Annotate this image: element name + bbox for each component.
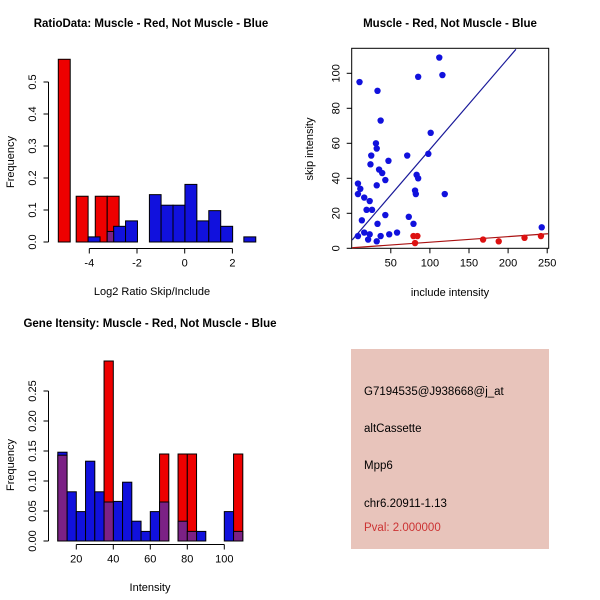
intensity-scatter-point-not_muscle_blue bbox=[374, 182, 380, 188]
intensity-scatter-y-tick-label: 100 bbox=[330, 64, 343, 83]
intensity-scatter-point-muscle_red bbox=[496, 238, 502, 244]
gene-intensity-histogram-bar-not_muscle_blue bbox=[76, 512, 85, 541]
intensity-scatter-point-not_muscle_blue bbox=[374, 145, 380, 151]
ratio-histogram-bar-not_muscle_blue bbox=[114, 226, 126, 242]
intensity-scatter-point-not_muscle_blue bbox=[374, 238, 380, 244]
gene-intensity-histogram-y-tick-label: 0.05 bbox=[27, 500, 39, 522]
ratio-histogram-bar-muscle_red bbox=[95, 196, 107, 242]
gene-intensity-histogram-bar-muscle_red bbox=[234, 454, 243, 541]
gene-intensity-histogram-x-tick-label: 80 bbox=[181, 553, 194, 566]
ratio-histogram-bar-not_muscle_blue bbox=[185, 184, 197, 242]
intensity-scatter-y-tick-label: 80 bbox=[330, 102, 343, 115]
intensity-scatter-y-tick-label: 40 bbox=[330, 172, 343, 185]
ratio-histogram-bar-not_muscle_blue bbox=[173, 205, 185, 242]
ratio-histogram-xlabel: Log2 Ratio Skip/Include bbox=[93, 286, 211, 298]
info-splice-type: altCassette bbox=[364, 423, 422, 435]
gene-intensity-histogram-bar-overlap_purple bbox=[178, 521, 187, 541]
ratio-histogram-bar-muscle_red bbox=[76, 196, 88, 242]
gene-intensity-histogram-bar-overlap_purple bbox=[234, 531, 243, 541]
info-panel bbox=[351, 349, 549, 549]
intensity-scatter-point-not_muscle_blue bbox=[427, 130, 433, 136]
intensity-scatter-point-not_muscle_blue bbox=[415, 74, 421, 80]
intensity-scatter-title: Muscle - Red, Not Muscle - Blue bbox=[363, 18, 537, 30]
ratio-histogram-bar-not_muscle_blue bbox=[149, 195, 161, 242]
ratio-histogram-bar-not_muscle_blue bbox=[221, 226, 233, 242]
intensity-scatter-point-muscle_red bbox=[412, 240, 418, 246]
intensity-scatter-x-tick-label: 250 bbox=[538, 257, 557, 270]
intensity-scatter-point-not_muscle_blue bbox=[413, 191, 419, 197]
intensity-scatter-point-not_muscle_blue bbox=[425, 151, 431, 157]
intensity-scatter-point-not_muscle_blue bbox=[377, 117, 383, 123]
ratio-histogram-bar-not_muscle_blue bbox=[209, 211, 221, 242]
gene-intensity-histogram-bar-muscle_red bbox=[187, 454, 196, 541]
gene-intensity-histogram-bar-not_muscle_blue bbox=[67, 492, 76, 541]
ratio-histogram-bar-muscle_red bbox=[58, 59, 70, 242]
intensity-scatter-point-not_muscle_blue bbox=[379, 170, 385, 176]
intensity-scatter-point-not_muscle_blue bbox=[539, 224, 545, 230]
info-gene-name: Mpp6 bbox=[364, 460, 393, 472]
intensity-scatter-xlabel: include intensity bbox=[410, 287, 490, 299]
intensity-scatter-y-tick-label: 0 bbox=[330, 245, 343, 252]
gene-intensity-histogram-y-tick-label: 0.10 bbox=[27, 470, 39, 492]
gene-intensity-histogram-bar-not_muscle_blue bbox=[86, 461, 95, 541]
ratio-histogram-y-tick-label: 0.0 bbox=[27, 234, 39, 250]
intensity-scatter-point-not_muscle_blue bbox=[363, 207, 369, 213]
ratio-histogram-y-tick-label: 0.2 bbox=[27, 170, 39, 186]
gene-intensity-histogram-bar-not_muscle_blue bbox=[113, 501, 122, 541]
gene-intensity-histogram-xlabel: Intensity bbox=[129, 582, 171, 594]
ratio-histogram-x-tick-label: 0 bbox=[181, 257, 188, 270]
intensity-scatter-point-muscle_red bbox=[414, 233, 420, 239]
intensity-scatter-point-not_muscle_blue bbox=[366, 198, 372, 204]
gene-intensity-histogram-bar-not_muscle_blue bbox=[132, 521, 141, 541]
intensity-scatter-y-tick-label: 20 bbox=[330, 207, 343, 220]
gene-intensity-histogram-y-tick-label: 0.20 bbox=[27, 410, 39, 432]
intensity-scatter-point-muscle_red bbox=[538, 233, 544, 239]
intensity-scatter-x-tick-label: 150 bbox=[459, 257, 479, 270]
gene-intensity-histogram-x-tick-label: 60 bbox=[144, 553, 157, 566]
intensity-scatter-point-not_muscle_blue bbox=[361, 229, 367, 235]
intensity-scatter-plot-box bbox=[352, 48, 549, 248]
intensity-scatter-point-not_muscle_blue bbox=[404, 152, 410, 158]
intensity-scatter-point-not_muscle_blue bbox=[442, 191, 448, 197]
intensity-scatter-point-not_muscle_blue bbox=[436, 54, 442, 60]
intensity-scatter-point-not_muscle_blue bbox=[410, 221, 416, 227]
ratio-histogram-bar-not_muscle_blue bbox=[244, 237, 256, 242]
gene-intensity-histogram-bar-not_muscle_blue bbox=[141, 531, 150, 541]
ratio-histogram-y-tick-label: 0.3 bbox=[27, 138, 39, 154]
ratio-histogram-x-tick-label: -4 bbox=[84, 257, 95, 270]
gene-intensity-histogram-bar-overlap_purple bbox=[104, 502, 113, 541]
ratio-histogram-bar-not_muscle_blue bbox=[161, 205, 173, 242]
gene-intensity-histogram-bar-overlap_purple bbox=[58, 455, 67, 541]
info-locus: chr6.20911-1.13 bbox=[364, 498, 447, 510]
intensity-scatter-point-not_muscle_blue bbox=[369, 207, 375, 213]
gene-intensity-histogram-ylabel: Frequency bbox=[5, 439, 17, 491]
gene-intensity-histogram-bar-not_muscle_blue bbox=[123, 482, 132, 541]
intensity-scatter-point-not_muscle_blue bbox=[385, 158, 391, 164]
gene-intensity-histogram-x-tick-label: 40 bbox=[107, 553, 120, 566]
ratio-histogram-bar-not_muscle_blue bbox=[197, 221, 209, 242]
intensity-scatter-y-tick-label: 60 bbox=[330, 137, 343, 150]
intensity-scatter-point-not_muscle_blue bbox=[374, 221, 380, 227]
gene-intensity-histogram-title: Gene Itensity: Muscle - Red, Not Muscle - Blue bbox=[23, 318, 277, 330]
gene-intensity-histogram-bar-not_muscle_blue bbox=[197, 531, 206, 541]
ratio-histogram-bar-not_muscle_blue bbox=[126, 221, 138, 242]
ratio-histogram-y-tick-label: 0.4 bbox=[27, 106, 39, 122]
intensity-scatter-x-tick-label: 100 bbox=[420, 257, 440, 270]
intensity-scatter-point-not_muscle_blue bbox=[359, 217, 365, 223]
intensity-scatter-x-tick-label: 50 bbox=[384, 257, 397, 270]
intensity-scatter-point-not_muscle_blue bbox=[415, 175, 421, 181]
ratio-histogram-x-tick-label: 2 bbox=[229, 257, 236, 270]
intensity-scatter-point-not_muscle_blue bbox=[406, 214, 412, 220]
ratio-histogram-y-tick-label: 0.1 bbox=[27, 202, 39, 218]
intensity-scatter-point-muscle_red bbox=[521, 235, 527, 241]
intensity-scatter-point-not_muscle_blue bbox=[368, 152, 374, 158]
info-pvalue: Pval: 2.000000 bbox=[364, 522, 441, 534]
gene-intensity-histogram-y-tick-label: 0.00 bbox=[27, 530, 39, 552]
gene-intensity-histogram-bar-not_muscle_blue bbox=[95, 492, 104, 541]
intensity-scatter-point-not_muscle_blue bbox=[355, 233, 361, 239]
gene-intensity-histogram-x-tick-label: 100 bbox=[215, 553, 234, 566]
intensity-scatter-point-not_muscle_blue bbox=[361, 194, 367, 200]
intensity-scatter-point-not_muscle_blue bbox=[439, 72, 445, 78]
ratio-histogram-bar-overlap_purple bbox=[107, 231, 113, 242]
gene-intensity-histogram bbox=[44, 361, 243, 566]
gene-intensity-histogram-y-tick-label: 0.15 bbox=[27, 440, 39, 462]
gene-intensity-histogram-bar-not_muscle_blue bbox=[224, 512, 233, 541]
ratio-histogram-x-tick-label: -2 bbox=[132, 257, 142, 270]
intensity-scatter-point-not_muscle_blue bbox=[355, 191, 361, 197]
gene-intensity-histogram-bar-overlap_purple bbox=[160, 502, 169, 541]
ratio-histogram-bar-not_muscle_blue bbox=[88, 237, 100, 242]
ratio-histogram-title: RatioData: Muscle - Red, Not Muscle - Blue bbox=[33, 18, 269, 30]
info-probe-id: G7194535@J938668@j_at bbox=[364, 386, 504, 398]
intensity-scatter-point-not_muscle_blue bbox=[365, 236, 371, 242]
intensity-scatter bbox=[347, 48, 557, 269]
gene-intensity-histogram-y-tick-label: 0.25 bbox=[27, 380, 39, 402]
intensity-scatter-point-not_muscle_blue bbox=[356, 79, 362, 85]
ratio-histogram bbox=[44, 59, 256, 269]
intensity-scatter-point-not_muscle_blue bbox=[382, 212, 388, 218]
ratio-histogram-ylabel: Frequency bbox=[5, 136, 17, 188]
intensity-scatter-point-not_muscle_blue bbox=[382, 177, 388, 183]
intensity-scatter-x-tick-label: 200 bbox=[498, 257, 518, 270]
intensity-scatter-point-not_muscle_blue bbox=[386, 231, 392, 237]
intensity-scatter-point-not_muscle_blue bbox=[374, 88, 380, 94]
intensity-scatter-ylabel: skip intensity bbox=[304, 117, 316, 181]
intensity-scatter-point-not_muscle_blue bbox=[377, 233, 383, 239]
ratio-histogram-y-tick-label: 0.5 bbox=[27, 74, 39, 90]
intensity-scatter-point-not_muscle_blue bbox=[367, 161, 373, 167]
gene-intensity-histogram-x-tick-label: 20 bbox=[70, 553, 83, 566]
gene-intensity-histogram-bar-overlap_purple bbox=[187, 531, 196, 541]
intensity-scatter-point-muscle_red bbox=[480, 236, 486, 242]
gene-intensity-histogram-bar-not_muscle_blue bbox=[150, 512, 159, 541]
intensity-scatter-point-not_muscle_blue bbox=[394, 229, 400, 235]
